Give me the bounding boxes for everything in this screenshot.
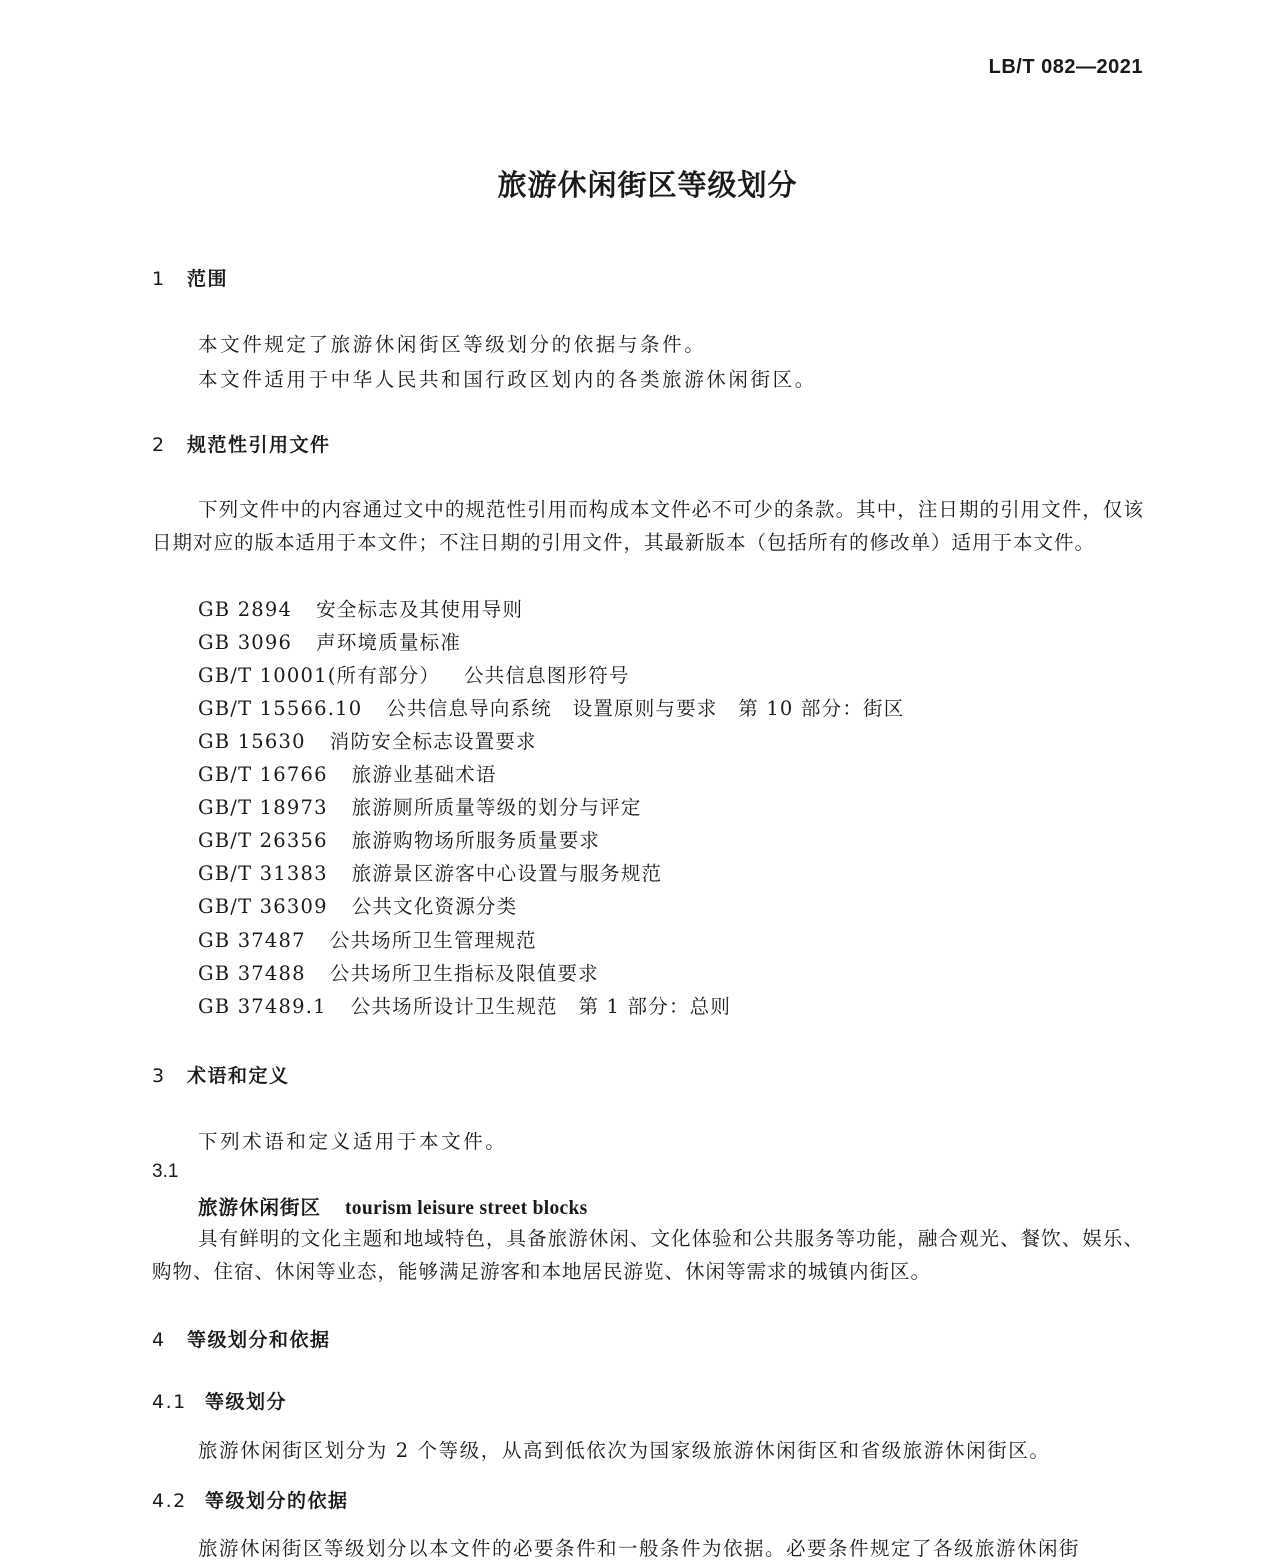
reference-title: 声环境质量标准 [316,631,462,654]
reference-code: GB 3096 [198,631,293,654]
reference-title: 公共文化资源分类 [351,895,518,918]
section-1-heading [152,264,228,291]
term-english: tourism leisure street blocks [345,1198,588,1219]
reference-title: 旅游景区游客中心设置与服务规范 [351,862,663,885]
reference-code: GB 37487 [198,929,306,952]
section-title: 规范性引用文件 [187,434,331,456]
reference-code: GB/T 15566.10 [198,697,363,720]
reference-title: 旅游业基础术语 [351,763,497,786]
standard-code: LB/T 082—2021 [988,56,1143,78]
reference-item [198,792,642,820]
section-title: 范围 [187,268,229,290]
section-4-2-heading [152,1486,349,1513]
reference-code: GB 37488 [198,962,306,985]
reference-title: 公共信息导向系统 设置原则与要求 第 10 部分：街区 [386,697,905,720]
reference-code: GB/T 10001(所有部分） [198,664,441,687]
reference-code: GB/T 36309 [198,895,328,918]
section-title: 等级划分 [205,1391,288,1413]
reference-item [198,759,497,787]
term-chinese: 旅游休闲街区 [198,1196,322,1219]
reference-title: 安全标志及其使用导则 [316,598,524,621]
term-entry [198,1192,588,1220]
section-number: 4 [152,1329,166,1351]
reference-code: GB 37489.1 [198,995,327,1018]
terms-intro: 下列术语和定义适用于本文件。 [198,1130,508,1153]
reference-code: GB/T 31383 [198,862,328,885]
reference-title: 旅游厕所质量等级的划分与评定 [351,796,642,819]
reference-item [198,891,517,919]
reference-code: GB/T 18973 [198,796,328,819]
section-title: 等级划分和依据 [187,1329,331,1351]
grade-basis-paragraph: 旅游休闲街区等级划分以本文件的必要条件和一般条件为依据。必要条件规定了各级旅游休闲街 [198,1537,1081,1560]
reference-title: 公共信息图形符号 [464,664,630,687]
section-3-heading [152,1061,290,1088]
section-number: 4.2 [152,1490,187,1512]
reference-item [198,660,630,688]
reference-item [198,627,461,655]
section-4-heading [152,1325,331,1352]
reference-item [198,825,600,853]
grade-division-paragraph: 旅游休闲街区划分为 2 个等级，从高到低依次为国家级旅游休闲街区和省级旅游休闲街区。 [198,1439,1051,1462]
references-intro [152,493,1144,559]
reference-code: GB/T 16766 [198,763,328,786]
section-number: 4.1 [152,1391,187,1413]
reference-title: 公共场所卫生管理规范 [329,929,537,952]
reference-title: 旅游购物场所服务质量要求 [351,829,601,852]
term-definition [152,1222,1144,1288]
reference-title: 公共场所设计卫生规范 第 1 部分：总则 [350,995,732,1018]
section-title: 等级划分的依据 [205,1490,349,1512]
document-title: 旅游休闲街区等级划分 [497,168,798,202]
reference-item [198,958,599,986]
section-4-1-heading [152,1387,287,1414]
references-intro-text: 下列文件中的内容通过文中的规范性引用而构成本文件必不可少的条款。其中，注日期的引用文件，仅该日期对应的版本适用于本文件；不注日期的引用文件，其最新版本（包括所有的修改单）适用于本文件。 [152,498,1144,554]
reference-item [198,925,537,953]
section-2-heading [152,430,331,457]
section-number: 2 [152,434,166,456]
reference-item [198,858,662,886]
scope-paragraph-1: 本文件规定了旅游休闲街区等级划分的依据与条件。 [198,333,707,356]
term-definition-text: 具有鲜明的文化主题和地域特色，具备旅游休闲、文化体验和公共服务等功能，融合观光、餐饮、娱乐、购物、住宿、休闲等业态，能够满足游客和本地居民游览、休闲等需求的城镇内街区。 [152,1227,1144,1283]
reference-item [198,726,537,754]
reference-code: GB 15630 [198,730,306,753]
section-title: 术语和定义 [187,1065,290,1087]
section-number: 1 [152,268,166,290]
reference-code: GB 2894 [198,598,293,621]
reference-title: 公共场所卫生指标及限值要求 [329,962,599,985]
term-number: 3.1 [152,1161,179,1182]
reference-title: 消防安全标志设置要求 [329,730,537,753]
section-number: 3 [152,1065,166,1087]
reference-code: GB/T 26356 [198,829,328,852]
reference-item [198,693,904,721]
reference-item [198,991,731,1019]
reference-item [198,594,523,622]
scope-paragraph-2: 本文件适用于中华人民共和国行政区划内的各类旅游休闲街区。 [198,368,817,391]
